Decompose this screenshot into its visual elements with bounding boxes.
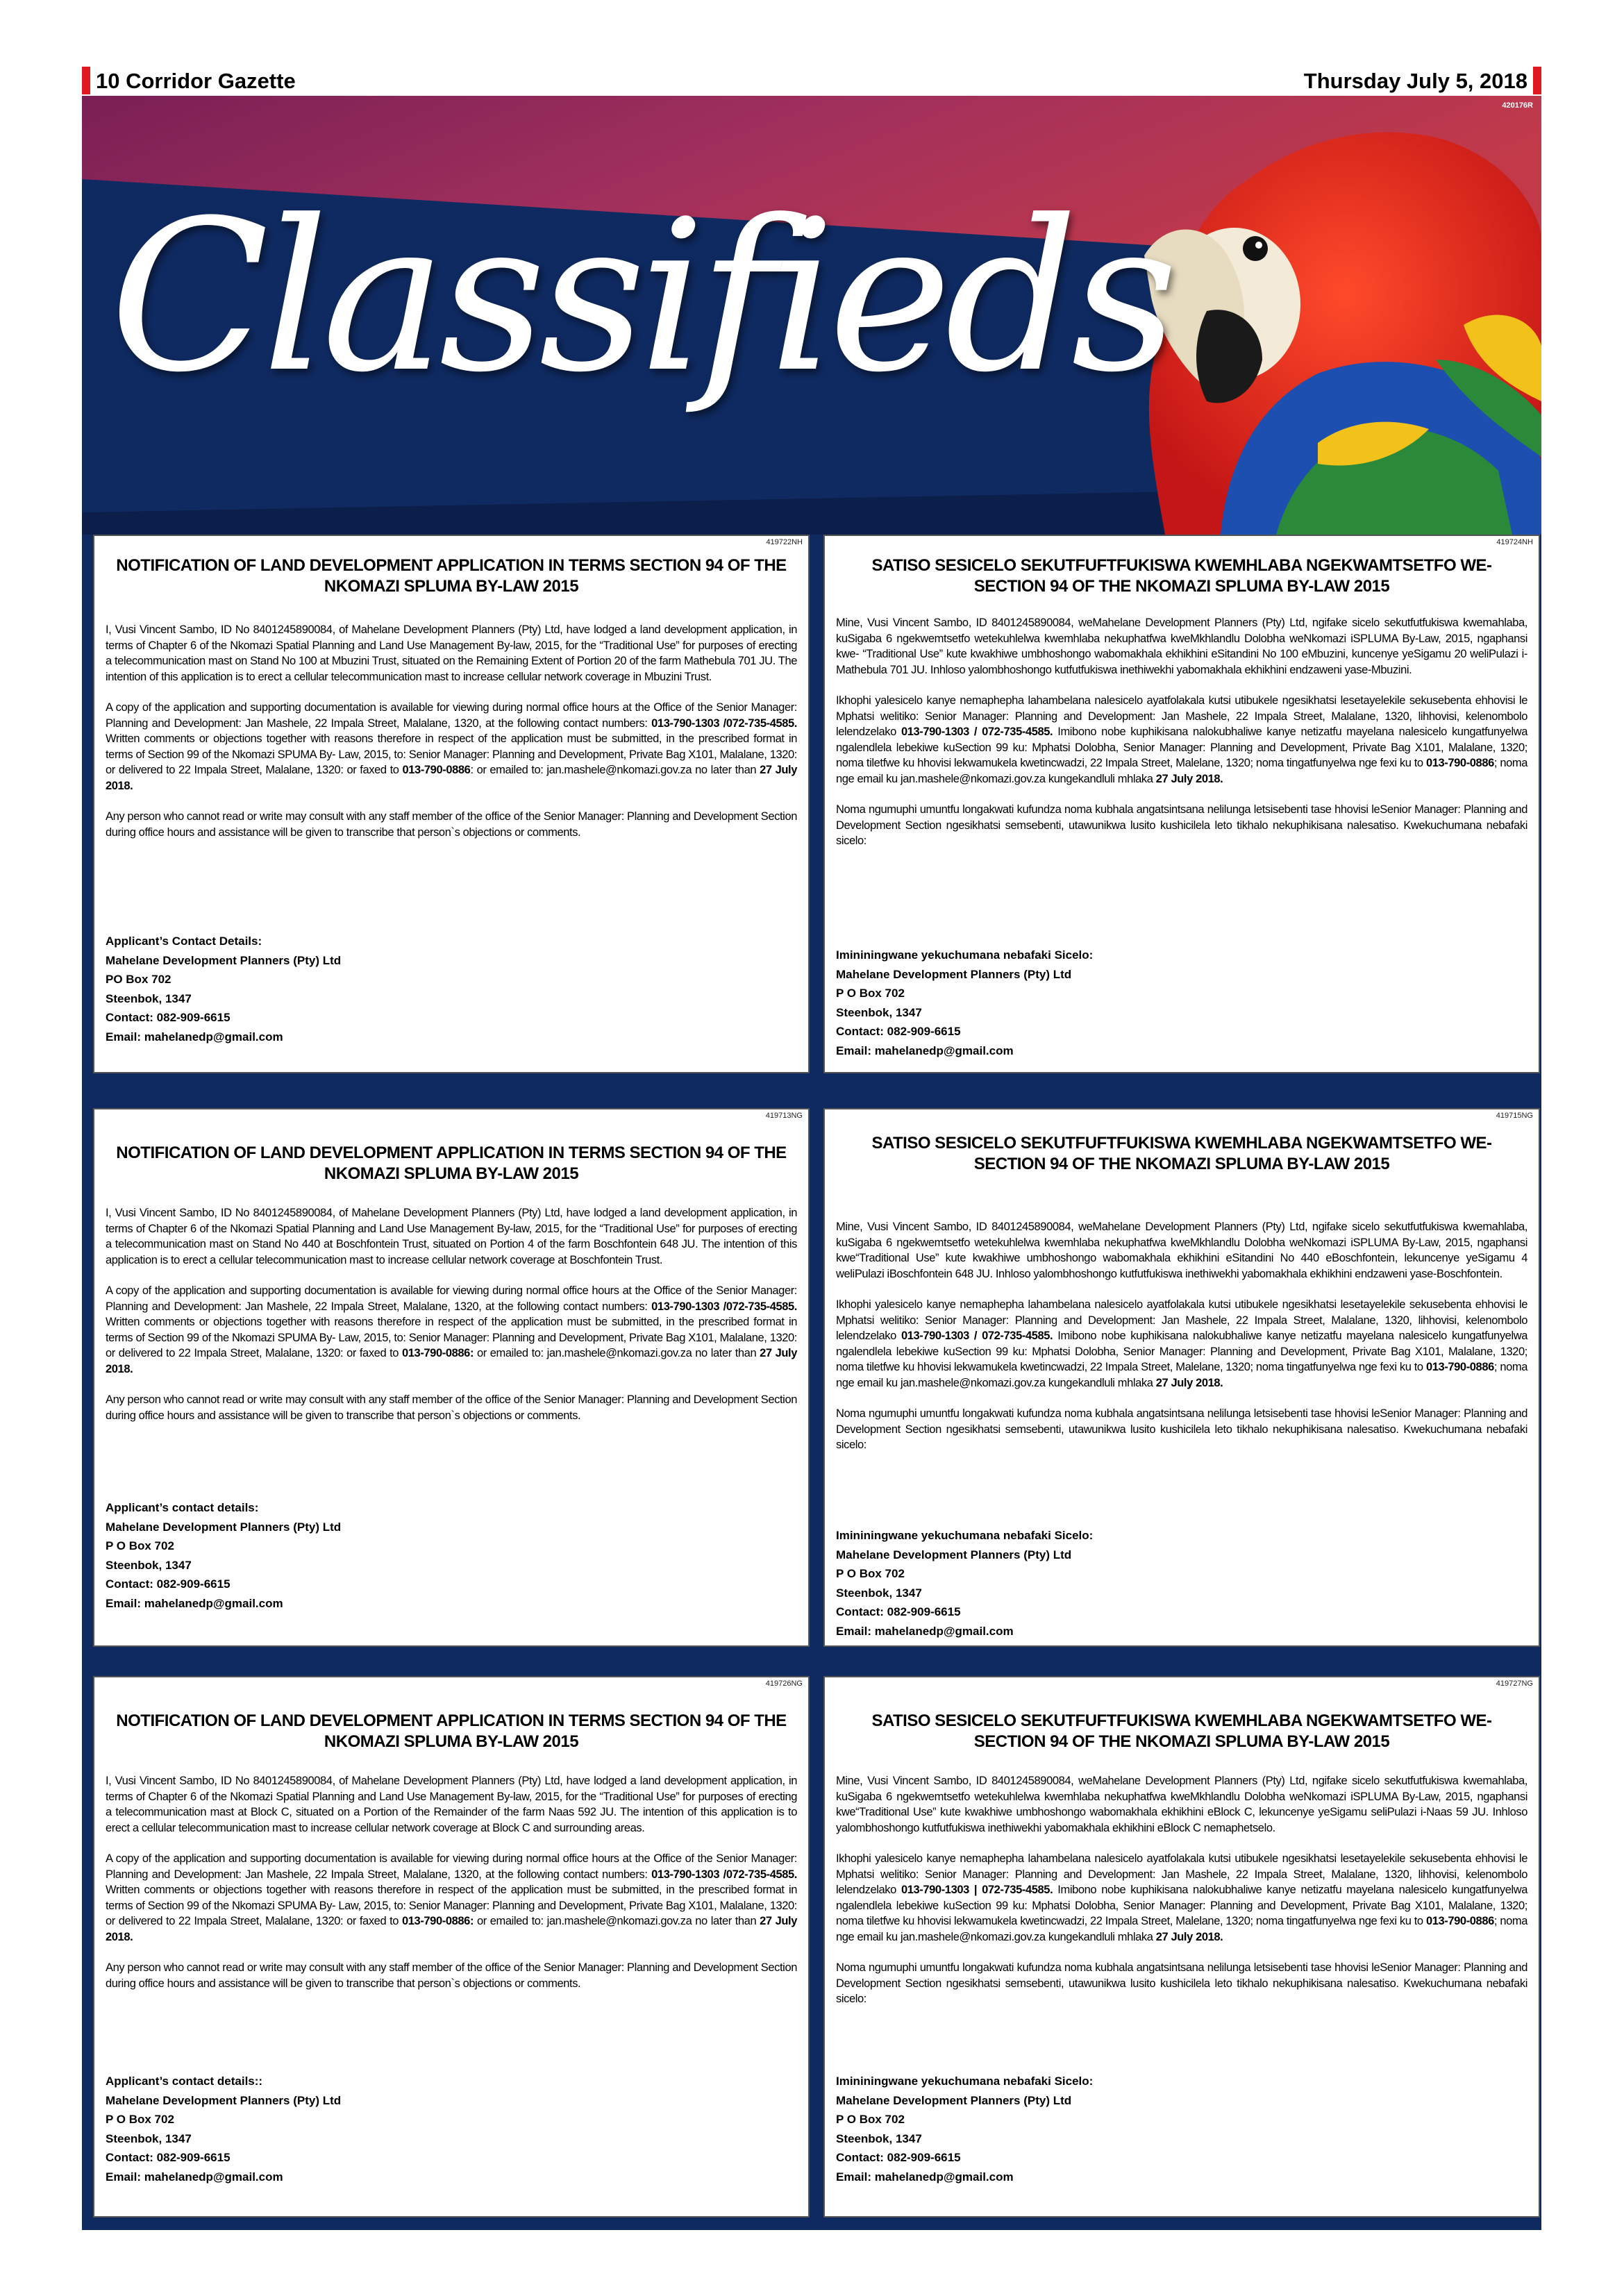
ad-body <box>106 1205 797 1439</box>
ad-paragraph: Mine, Vusi Vincent Sambo, ID 8401245890084, weMahelane Development Planners (Pty) Ltd, ngifake sicelo sekutfutfukiswa kwemahlaba, kuSigaba 6 ngekwemtsetfo wetekuhlelwa kwemhlaba nekuphatfwa kweMkhlandlu Dolobha weNkomazi iSPLUMA By-Law, 2015, ngaphansi kwe“Traditional Use” kute kwakhiwe umbhoshongo wabomakhala ekhikhini eBlock C, lekuncenye yeSigamu seliPulazi i-Naas 59 JU. Inhloso yalombhoshongo kutfutfukiswa inethiwekhi yabomakhala ekhikhini eBlock C nemaphetselo. <box>836 1775 1527 1834</box>
ad-heading: NOTIFICATION OF LAND DEVELOPMENT APPLICATION IN TERMS SECTION 94 OF THE NKOMAZI SPLUMA BY-LAW 2015 <box>116 556 787 596</box>
ad-paragraph: Ikhophi yalesicelo kanye nemaphepha lahambelana nalesicelo ayatfolakala kutsi utibukele ngesikhatsi lesetayelekile sekusebenta ehhovisi le Mphatsi welitiko: Senior Manager: Planning and Development: Jan Mashele, 22 Impala Street, Malalane, 1320, lihhovisi, kelenombolo lelendzelako 013-790-1303 / 072-735-4585. Imibono nobe kuphikisana nalokubhaliwe kanye netizatfu mayelana nalesicelo kungatfunyelwa ngalendlela lebekiwe kuSection 99 ku: Mphatsi Dolobha, Senior Manager: Planning and Development, Private Bag X101, Malalane, 1320; noma tiletfwe ku hhovisi lekwamukela kwetincwadzi, 22 Impala Street, Malelane, 1320; noma tingatfunyelwa nge fexi ku to 013-790-0886; noma nge email ku jan.mashele@nkomazi.gov.za kungekandluli mhlaka 27 July 2018. <box>836 1298 1528 1389</box>
ad-paragraph: A copy of the application and supporting documentation is available for viewing during normal office hours at the Office of the Senior Manager: Planning and Development: Jan Mashele, 22 Impala Street, Malalane, 1320, at the following contact numbers: 013-790-1303 /072-735-4585. Written comments or objections together with reasons therefore in respect of the application must be submitted, in the prescribed format in terms of Section 99 of the Nkomazi SPUMA By- Law, 2015, to: Senior Manager: Planning and Development, Private Bag X101, Malalane, 1320: or delivered to 22 Impala Street, Malalane, 1320: or faxed to 013-790-0886: or emailed to: jan.mashele@nkomazi.gov.za no later than 27 July 2018. <box>106 701 798 792</box>
notice-ad <box>93 1108 810 1647</box>
ad-paragraph: Noma ngumuphi umuntfu longakwati kufundza noma kubhala angatsintsana nelilunga letsisebenti tase hhovisi leSenior Manager: Planning and Development Section ngesikhatsi semsebenti, utawunikwa lusito kushicilela leto tikhalo nekuphikisana nalesatiso. Kwekuchumana nebafaki sicelo: <box>836 1961 1527 2005</box>
banner-ref-code: 420176R <box>1502 101 1533 110</box>
ad-paragraph: Ikhophi yalesicelo kanye nemaphepha lahambelana nalesicelo ayatfolakala kutsi utibukele ngesikhatsi lesetayelekile sekusebenta ehhovisi le Mphatsi welitiko: Senior Manager: Planning and Development: Jan Mashele, 22 Impala Street, Malalane, 1320, lihhovisi, kelenombolo lelendzelako 013-790-1303 | 072-735-4585. Imibono nobe kuphikisana nalokubhaliwe kanye netizatfu mayelana nalesicelo kungatfunyelwa ngalendlela lebekiwe kuSection 99 ku: Mphatsi Dolobha, Senior Manager: Planning and Development, Private Bag X101, Malalane, 1320; noma tiletfwe ku hhovisi lekwamukela kwetincwadzi, 22 Impala Street, Malelane, 1320; noma tingatfunyelwa nge fexi ku to 013-790-0886; noma nge email ku jan.mashele@nkomazi.gov.za kungekandluli mhlaka 27 July 2018. <box>836 1852 1528 1943</box>
publication-date: Thursday July 5, 2018 <box>1303 69 1527 93</box>
classifieds-banner <box>82 96 1541 535</box>
page-header <box>82 65 1541 97</box>
header-accent-right <box>1533 67 1541 94</box>
ad-paragraph: Mine, Vusi Vincent Sambo, ID 8401245890084, weMahelane Development Planners (Pty) Ltd, ngifake sicelo sekutfutfukiswa kwemahlaba, kuSigaba 6 ngekwemtsetfo wetekuhlelwa kwemhlaba nekuphatfwa kweMkhlandlu Dolobha weNkomazi iSPLUMA By-Law, 2015, ngaphansi kwe- “Traditional Use” kute kwakhiwe umbhoshongo wabomakhala ekhikhini eSitandini No 100 eMbuzini, kuncenye yeSigamu 20 weliPulazi i-Mathebula 701 JU. Inhloso yalombhoshongo kutfutfukiswa inethiwekhi yabomakhala ekhikhini endzaweni yase-Mbuzini. <box>836 617 1527 676</box>
ad-contact-details: Imininingwane yekuchumana nebafaki Sicelo: Mahelane Development Planners (Pty) Ltd P O Box 702 Steenbok, 1347 Contact: 082-909-6615 Email: mahelanedp@gmail.com <box>836 2075 1094 2184</box>
ad-heading: NOTIFICATION OF LAND DEVELOPMENT APPLICATION IN TERMS SECTION 94 OF THE NKOMAZI SPLUMA BY-LAW 2015 <box>116 1711 787 1751</box>
header-accent-left <box>82 67 90 94</box>
ad-body <box>836 1773 1527 2022</box>
ad-paragraph: Any person who cannot read or write may consult with any staff member of the office of the Senior Manager: Planning and Development Section during office hours and assistance will be given to transcribe that person`s objections or comments. <box>106 810 797 839</box>
ad-paragraph: Ikhophi yalesicelo kanye nemaphepha lahambelana nalesicelo ayatfolakala kutsi utibukele ngesikhatsi lesetayelekile sekusebenta ehhovisi le Mphatsi welitiko: Senior Manager: Planning and Development: Jan Mashele, 22 Impala Street, Malalane, 1320, lihhovisi, kelenombolo lelendzelako 013-790-1303 / 072-735-4585. Imibono nobe kuphikisana nalokubhaliwe kanye netizatfu mayelana nalesicelo kungatfunyelwa ngalendlela lebekiwe kuSection 99 ku: Mphatsi Dolobha, Senior Manager: Planning and Development, Private Bag X101, Malalane, 1320; noma tiletfwe ku hhovisi lekwamukela kwetincwadzi, 22 Impala Street, Malelane, 1320; noma tingatfunyelwa nge fexi ku to 013-790-0886; noma nge email ku jan.mashele@nkomazi.gov.za kungekandluli mhlaka 27 July 2018. <box>836 694 1528 785</box>
notice-ad <box>823 535 1540 1073</box>
ad-ref-code: 419724NH <box>1496 538 1533 546</box>
ad-heading: SATISO SESICELO SEKUTFUFTFUKISWA KWEMHLABA NGEKWAMTSETFO WE-SECTION 94 OF THE NKOMAZI SPLUMA BY-LAW 2015 <box>871 1711 1492 1751</box>
classifieds-title: Classifieds <box>110 176 1171 418</box>
ad-contact-details: Imininingwane yekuchumana nebafaki Sicelo: Mahelane Development Planners (Pty) Ltd P O Box 702 Steenbok, 1347 Contact: 082-909-6615 Email: mahelanedp@gmail.com <box>836 1529 1094 1638</box>
notice-ad <box>823 1108 1540 1647</box>
ad-heading: NOTIFICATION OF LAND DEVELOPMENT APPLICATION IN TERMS SECTION 94 OF THE NKOMAZI SPLUMA BY-LAW 2015 <box>116 1143 787 1183</box>
page-number-and-publication: 10 Corridor Gazette <box>96 69 296 93</box>
ad-contact-details: Applicant’s contact details:: Mahelane Development Planners (Pty) Ltd P O Box 702 Steenbok, 1347 Contact: 082-909-6615 Email: mahelanedp@gmail.com <box>106 2075 342 2184</box>
ad-ref-code: 419727NG <box>1496 1679 1533 1688</box>
ad-ref-code: 419713NG <box>765 1112 803 1120</box>
ad-contact-details: Imininingwane yekuchumana nebafaki Sicelo: Mahelane Development Planners (Pty) Ltd P O Box 702 Steenbok, 1347 Contact: 082-909-6615 Email: mahelanedp@gmail.com <box>836 948 1094 1057</box>
ad-paragraph: A copy of the application and supporting documentation is available for viewing during normal office hours at the Office of the Senior Manager: Planning and Development: Jan Mashele, 22 Impala Street, Malalane, 1320, at the following contact numbers: 013-790-1303 /072-735-4585. Written comments or objections together with reasons therefore in respect of the application must be submitted, in the prescribed format in terms of Section 99 of the Nkomazi SPUMA By- Law, 2015, to: Senior Manager: Planning and Development, Private Bag X101, Malalane, 1320: or delivered to 22 Impala Street, Malalane, 1320: or faxed to 013-790-0886: or emailed to: jan.mashele@nkomazi.gov.za no later than 27 July 2018. <box>106 1852 798 1943</box>
ad-body <box>836 1219 1527 1468</box>
ad-heading: SATISO SESICELO SEKUTFUFTFUKISWA KWEMHLABA NGEKWAMTSETFO WE-SECTION 94 OF THE NKOMAZI SPLUMA BY-LAW 2015 <box>871 1134 1492 1173</box>
ad-contact-details: Applicant’s Contact Details: Mahelane Development Planners (Pty) Ltd PO Box 702 Steenbok, 1347 Contact: 082-909-6615 Email: mahelanedp@gmail.com <box>106 935 342 1044</box>
ad-ref-code: 419726NG <box>765 1679 803 1688</box>
ad-paragraph: Noma ngumuphi umuntfu longakwati kufundza noma kubhala angatsintsana nelilunga letsisebenti tase hhovisi leSenior Manager: Planning and Development Section ngesikhatsi semsebenti, utawunikwa lusito kushicilela leto tikhalo nekuphikisana nalesatiso. Kwekuchumana nebafaki sicelo: <box>836 1407 1527 1451</box>
ad-paragraph: A copy of the application and supporting documentation is available for viewing during normal office hours at the Office of the Senior Manager: Planning and Development: Jan Mashele, 22 Impala Street, Malalane, 1320, at the following contact numbers: 013-790-1303 /072-735-4585. Written comments or objections together with reasons therefore in respect of the application must be submitted, in the prescribed format in terms of Section 99 of the Nkomazi SPUMA By- Law, 2015, to: Senior Manager: Planning and Development, Private Bag X101, Malalane, 1320: or delivered to 22 Impala Street, Malalane, 1320: or faxed to 013-790-0886: or emailed to: jan.mashele@nkomazi.gov.za no later than 27 July 2018. <box>106 1284 798 1375</box>
ad-paragraph: Mine, Vusi Vincent Sambo, ID 8401245890084, weMahelane Development Planners (Pty) Ltd, ngifake sicelo sekutfutfukiswa kwemahlaba, kuSigaba 6 ngekwemtsetfo wetekuhlelwa kwemhlaba nekuphatfwa kweMkhlandlu Dolobha weNkomazi iSPLUMA By-Law, 2015, ngaphansi kwe“Traditional Use” kute kwakhiwe umbhoshongo wabomakhala ekhikhini eSitandini No 440 eBoschfontein, lekuncenye yeSigamu 4 weliPulazi iBoschfontein 648 JU. Inhloso yalombhoshongo kutfutfukiswa inethiwekhi yabomakhala ekhikhini endzaweni yase-Boschfontein. <box>836 1221 1527 1280</box>
ad-paragraph: Any person who cannot read or write may consult with any staff member of the office of the Senior Manager: Planning and Development Section during office hours and assistance will be given to transcribe that person`s objections or comments. <box>106 1393 797 1422</box>
ad-paragraph: Noma ngumuphi umuntfu longakwati kufundza noma kubhala angatsintsana nelilunga letsisebenti tase hhovisi leSenior Manager: Planning and Development Section ngesikhatsi semsebenti, utawunikwa lusito kushicilela leto tikhalo nekuphikisana nalesatiso. Kwekuchumana nebafaki sicelo: <box>836 803 1527 847</box>
ad-paragraph: I, Vusi Vincent Sambo, ID No 8401245890084, of Mahelane Development Planners (Pty) Ltd, have lodged a land development application, in terms of Chapter 6 of the Nkomazi Spatial Planning and Land Use Management By-law, 2015, for the “Traditional Use” for purposes of erecting a telecommunication mast on Stand No 100 at Mbuzini Trust, situated on the Remaining Extent of Portion 20 of the farm Mathebula 701 JU. The intention of this application is to erect a cellular telecommunication mast to increase cellular network coverage in Mbuzini Trust. <box>106 623 797 683</box>
ad-paragraph: I, Vusi Vincent Sambo, ID No 8401245890084, of Mahelane Development Planners (Pty) Ltd, have lodged a land development application, in terms of Chapter 6 of the Nkomazi Spatial Planning and Land Use Management By-law, 2015, for the “Traditional Use” for purposes of erecting a telecommunication mast on Stand No 440 at Boschfontein Trust, situated on Portion 4 of the farm Boschfontein 648 JU. The intention of this application is to erect a cellular telecommunication mast to increase cellular network coverage at Boschfontein Trust. <box>106 1207 797 1266</box>
ad-contact-details: Applicant’s contact details: Mahelane Development Planners (Pty) Ltd P O Box 702 Steenbok, 1347 Contact: 082-909-6615 Email: mahelanedp@gmail.com <box>106 1501 342 1610</box>
ad-body <box>106 1773 797 2006</box>
ad-heading: SATISO SESICELO SEKUTFUFTFUKISWA KWEMHLABA NGEKWAMTSETFO WE-SECTION 94 OF THE NKOMAZI SPLUMA BY-LAW 2015 <box>871 556 1492 596</box>
notice-ad <box>823 1676 1540 2218</box>
ad-paragraph: I, Vusi Vincent Sambo, ID No 8401245890084, of Mahelane Development Planners (Pty) Ltd, have lodged a land development application, in terms of Chapter 6 of the Nkomazi Spatial Planning and Land Use Management By-law, 2015, for the “Traditional Use” for purposes of erecting a telecommunication mast at Block C, situated on a Portion of the Remainder of the farm Naas 592 JU. The intention of this application is to erect a cellular telecommunication mast to increase cellular network coverage at Block C and surrounding areas. <box>106 1775 797 1834</box>
ad-body <box>836 615 1527 864</box>
notice-ad <box>93 1676 810 2218</box>
ad-ref-code: 419715NG <box>1496 1112 1533 1120</box>
ad-body <box>106 622 797 855</box>
ad-paragraph: Any person who cannot read or write may consult with any staff member of the office of the Senior Manager: Planning and Development Section during office hours and assistance will be given to transcribe that person`s objections or comments. <box>106 1961 797 1990</box>
ad-ref-code: 419722NH <box>766 538 803 546</box>
notice-ad <box>93 535 810 1073</box>
